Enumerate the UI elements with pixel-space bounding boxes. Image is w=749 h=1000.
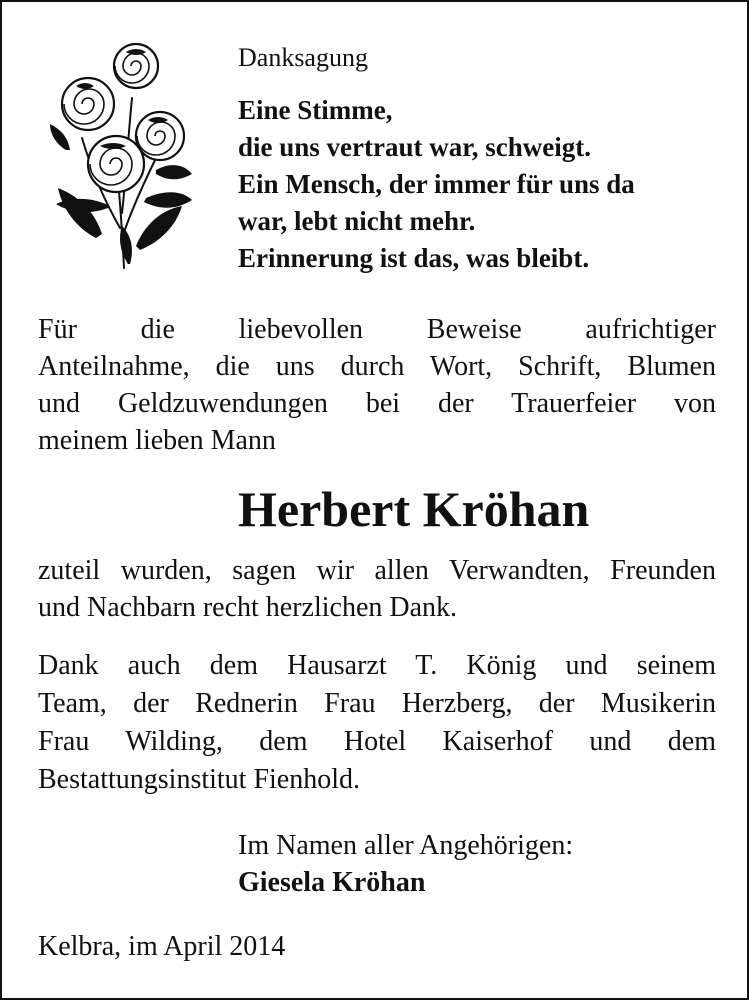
text-line: Frau Wilding, dem Hotel Kaiserhof und dem [38,726,716,757]
poem-verse [238,92,635,277]
roses-bouquet-icon [36,38,196,274]
deceased-name: Herbert Kröhan [238,481,590,537]
notice-heading: Danksagung [238,43,368,72]
signature-intro: Im Namen aller Angehörigen: [238,830,574,861]
signature-name: Giesela Kröhan [238,867,426,898]
text-line: Bestattungsinstitut Fienhold. [38,764,361,795]
text-line: und Geldzuwendungen bei der Trauerfeier von [38,388,716,419]
text-line: Für die liebevollen Beweise aufrichtiger [38,314,716,345]
text-line: und Nachbarn recht herzlichen Dank. [38,592,458,623]
text-line: meinem lieben Mann [38,425,276,456]
text-line: Team, der Rednerin Frau Herzberg, der Musikerin [38,688,716,719]
special-thanks-paragraph [38,647,716,799]
text-line: zuteil wurden, sagen wir allen Verwandten, Freunden [38,555,716,586]
poem-line: Ein Mensch, der immer für uns da [238,169,635,199]
text-line: Anteilnahme, die uns durch Wort, Schrift, Blumen [38,351,716,382]
poem-line: war, lebt nicht mehr. [238,206,476,236]
poem-line: die uns vertraut war, schweigt. [238,132,591,162]
place-date: Kelbra, im April 2014 [38,931,286,962]
gratitude-paragraph [38,311,716,459]
poem-line: Erinnerung ist das, was bleibt. [238,243,590,273]
poem-line: Eine Stimme, [238,95,393,125]
thanks-paragraph [38,552,716,626]
text-line: Dank auch dem Hausarzt T. König und seinem [38,650,716,681]
